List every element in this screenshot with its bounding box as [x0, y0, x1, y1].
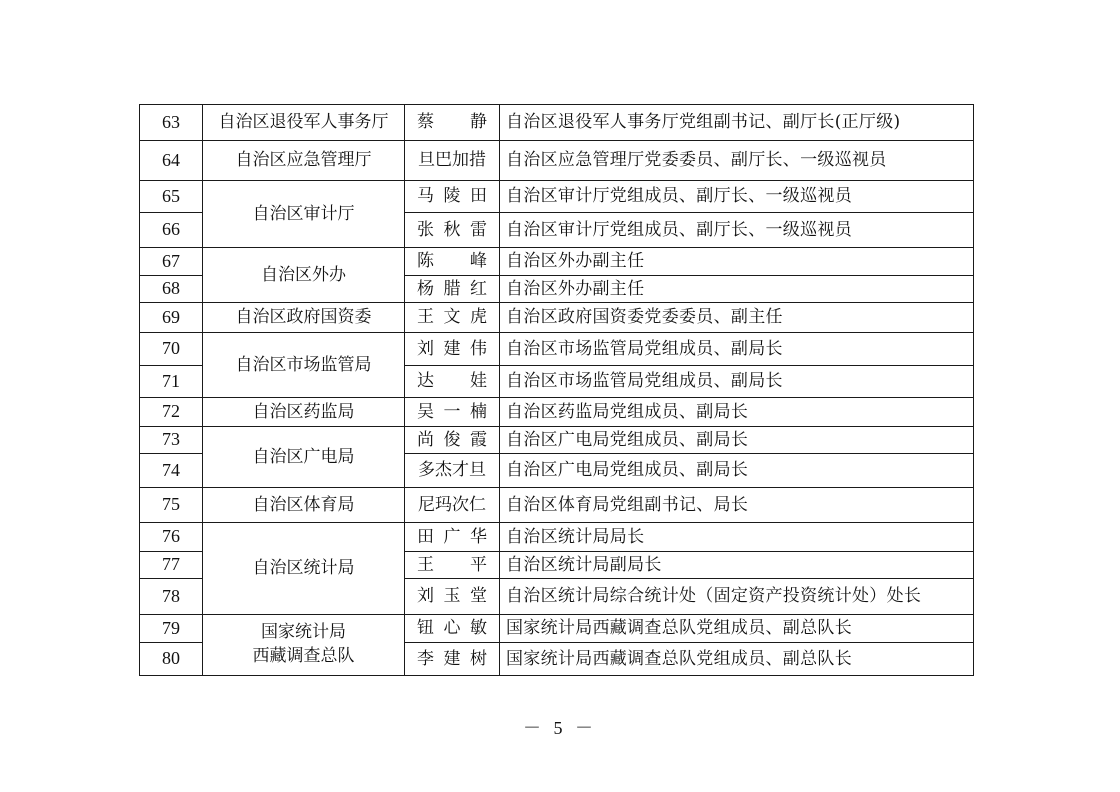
- table-row: [140, 333, 974, 366]
- unit-line: 国家统计局: [261, 622, 346, 643]
- duty-cell: 国家统计局西藏调查总队党组成员、副总队长: [500, 615, 974, 643]
- duty-cell: 自治区广电局党组成员、副局长: [500, 427, 974, 454]
- unit-cell: 自治区政府国资委: [203, 303, 405, 333]
- duty-cell: 自治区审计厅党组成员、副厅长、一级巡视员: [500, 213, 974, 248]
- duty-cell: 自治区统计局局长: [500, 523, 974, 552]
- duty-cell: 自治区药监局党组成员、副局长: [500, 398, 974, 427]
- duty-cell: 自治区统计局综合统计处（固定资产投资统计处）处长: [500, 579, 974, 615]
- table-row: [140, 303, 974, 333]
- duty-cell: 自治区体育局党组副书记、局长: [500, 488, 974, 523]
- row-number: 80: [140, 643, 203, 676]
- unit-cell: 自治区退役军人事务厅: [203, 105, 405, 141]
- row-number: 72: [140, 398, 203, 427]
- unit-cell: 自治区体育局: [203, 488, 405, 523]
- name-cell: 田广华: [405, 523, 500, 552]
- row-number: 77: [140, 552, 203, 579]
- row-number: 66: [140, 213, 203, 248]
- duty-cell: 自治区应急管理厅党委委员、副厅长、一级巡视员: [500, 141, 974, 181]
- table-row: [140, 248, 974, 276]
- name-cell: 旦巴加措: [405, 141, 500, 181]
- unit-cell: 自治区广电局: [203, 427, 405, 488]
- name-cell: 多杰才旦: [405, 454, 500, 488]
- table-row: [140, 488, 974, 523]
- row-number: 69: [140, 303, 203, 333]
- unit-line: 西藏调查总队: [252, 646, 355, 666]
- row-number: 76: [140, 523, 203, 552]
- unit-cell: 自治区审计厅: [203, 181, 405, 248]
- name-cell: 吴一楠: [405, 398, 500, 427]
- name-cell: 尚俊霞: [405, 427, 500, 454]
- table-row: [140, 523, 974, 552]
- name-cell: 刘玉堂: [405, 579, 500, 615]
- page-number: － 5 －: [523, 718, 597, 738]
- row-number: 68: [140, 276, 203, 303]
- table-row: [140, 398, 974, 427]
- name-cell: 钮心敏: [405, 615, 500, 643]
- duty-cell: 自治区审计厅党组成员、副厅长、一级巡视员: [500, 181, 974, 213]
- name-cell: 张秋雷: [405, 213, 500, 248]
- row-number: 75: [140, 488, 203, 523]
- unit-cell: 自治区应急管理厅: [203, 141, 405, 181]
- duty-cell: 自治区广电局党组成员、副局长: [500, 454, 974, 488]
- row-number: 67: [140, 248, 203, 276]
- roster-table: [139, 104, 974, 676]
- duty-cell: 自治区统计局副局长: [500, 552, 974, 579]
- duty-cell: 自治区市场监管局党组成员、副局长: [500, 366, 974, 398]
- table-row: [140, 615, 974, 643]
- name-cell: 李建树: [405, 643, 500, 676]
- table-row: [140, 141, 974, 181]
- unit-cell: 自治区外办: [203, 248, 405, 303]
- name-cell: 马陵田: [405, 181, 500, 213]
- duty-cell: 自治区政府国资委党委委员、副主任: [500, 303, 974, 333]
- row-number: 71: [140, 366, 203, 398]
- name-cell: 达 娃: [405, 366, 500, 398]
- name-cell: 陈 峰: [405, 248, 500, 276]
- name-cell: 尼玛次仁: [405, 488, 500, 523]
- row-number: 64: [140, 141, 203, 181]
- duty-cell: 自治区退役军人事务厅党组副书记、副厅长(正厅级): [500, 105, 974, 141]
- name-cell: 杨腊红: [405, 276, 500, 303]
- name-cell: 刘建伟: [405, 333, 500, 366]
- row-number: 73: [140, 427, 203, 454]
- name-cell: 蔡 静: [405, 105, 500, 141]
- duty-cell: 自治区市场监管局党组成员、副局长: [500, 333, 974, 366]
- row-number: 79: [140, 615, 203, 643]
- unit-cell: 自治区药监局: [203, 398, 405, 427]
- row-number: 63: [140, 105, 203, 141]
- name-cell: 王文虎: [405, 303, 500, 333]
- row-number: 65: [140, 181, 203, 213]
- unit-cell: [203, 615, 405, 676]
- row-number: 74: [140, 454, 203, 488]
- row-number: 78: [140, 579, 203, 615]
- unit-cell: 自治区市场监管局: [203, 333, 405, 398]
- row-number: 70: [140, 333, 203, 366]
- duty-cell: 自治区外办副主任: [500, 248, 974, 276]
- duty-cell: 国家统计局西藏调查总队党组成员、副总队长: [500, 643, 974, 676]
- name-cell: 王 平: [405, 552, 500, 579]
- unit-cell: 自治区统计局: [203, 523, 405, 615]
- duty-cell: 自治区外办副主任: [500, 276, 974, 303]
- table-row: [140, 105, 974, 141]
- table-row: [140, 181, 974, 213]
- table-row: [140, 427, 974, 454]
